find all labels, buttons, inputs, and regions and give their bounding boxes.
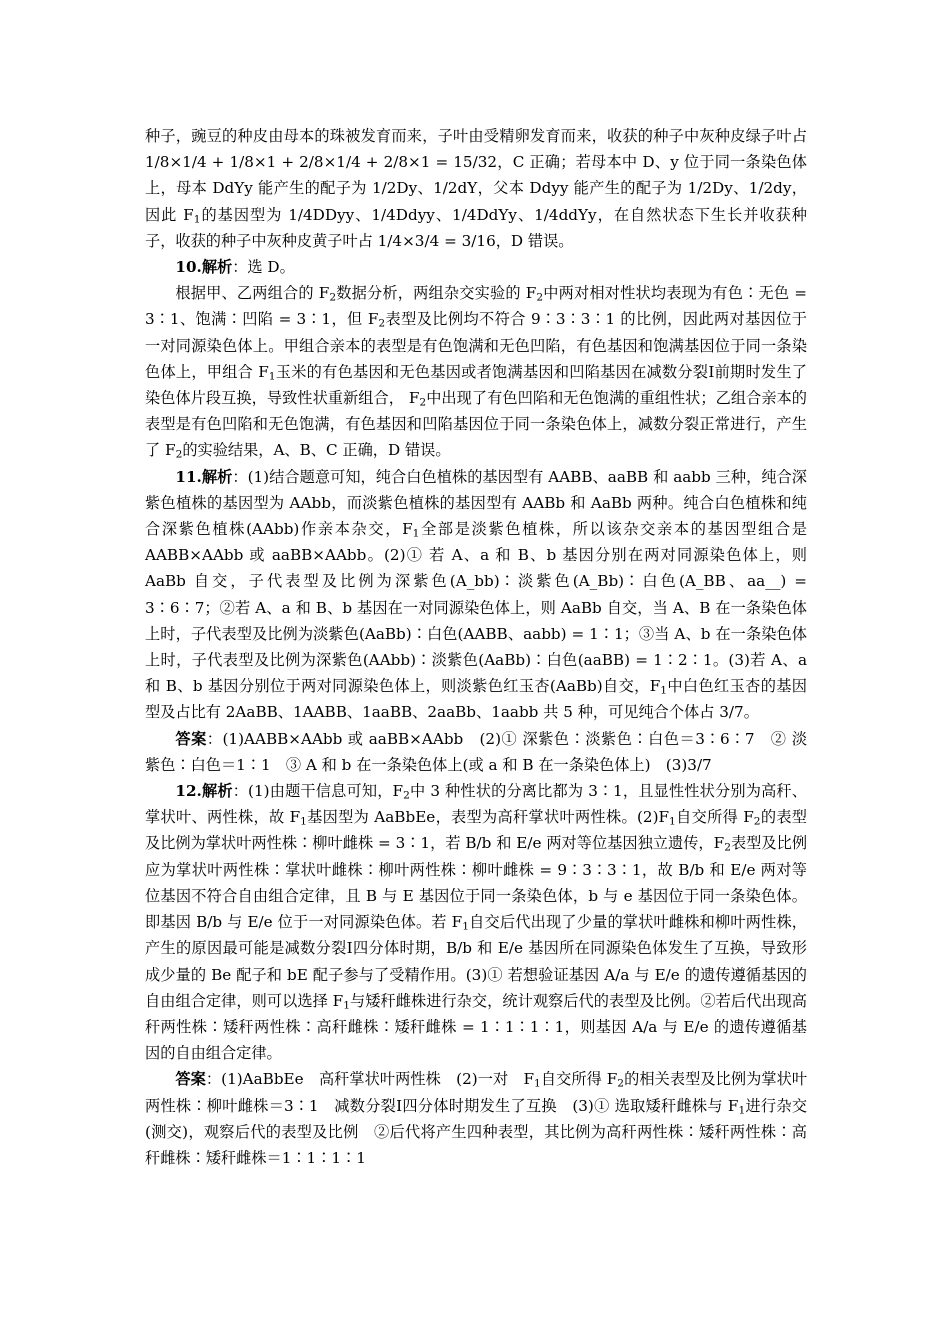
text-run: 根据甲、乙两组合的 F [175,284,330,303]
text-run: 自交所得 F [675,808,754,827]
text-run: 的相关表型及比例为掌状叶两性株∶柳叶雌株＝3∶1 减数分裂Ⅰ四分体时期发生了互换 (3)① 选取矮秆雌株与 F [145,1070,808,1115]
subscript: 2 [536,290,544,304]
subscript: 1 [660,683,668,697]
subscript: 2 [724,841,731,855]
text-run: 表型及比例均不符合 9∶3∶3∶1 的比例，因此两对基因位于一对同源染色体上。甲组合亲本的表型是有色饱满和无色凹陷，有色基因和饱满基因位于同一条染色体上，甲组合 F [145,310,807,381]
subscript: 2 [419,395,427,409]
subscript: 1 [268,369,276,383]
text-run: ：(1)由题干信息可知，F [232,782,404,801]
text-run: 自交后代出现了少量的掌状叶雌株和柳叶两性株，产生的原因最可能是减数分裂Ⅰ四分体时期，B/b 和 E/e 基因所在同源染色体发生了互换，导致形成少量的 Be 配子和 bE 配子参与了受精作用。(3)① 若想验证基因 A/a 与 E/e 的遗传遵循基因的自由组合定律，则可以选择 F [145,913,807,1010]
section-label: 答案 [175,1070,206,1089]
text-run: 中出现了有色凹陷和无色饱满的重组性状；乙组合亲本的表型是有色凹陷和无色饱满，有色基因和凹陷基因位于同一条染色体上，减数分裂正常进行，产生了 F [145,389,807,460]
section-label: 12.解析 [175,782,233,801]
paragraph-p10-body [145,280,807,463]
document-page [145,123,807,1171]
subscript: 1 [462,919,469,933]
text-run: 自交所得 F [540,1070,618,1089]
paragraph-p10-head [145,254,807,280]
text-run: 中白色红玉杏的基因型及占比有 2AaBB、1AABB、1aaBB、2aaBb、1aabb 共 5 种，可见纯合个体占 3/7。 [145,677,807,722]
subscript: 2 [403,788,410,802]
text-run: 玉米的有色基因和无色基因或者饱满基因和凹陷基因在减数分裂Ⅰ前期时发生了染色体片段互换，导致性状重新组合， F [145,362,807,408]
text-run: 种子，豌豆的种皮由母本的珠被发育而来，子叶由受精卵发育而来，收获的种子中灰种皮绿子叶占 1/8×1/4 + 1/8×1 + 2/8×1/4 + 2/8×1 = 15/32，C 正确；若母本中 D、y 位于同一条染色体上，母本 DdYy 能产生的配子为 1/2Dy、1/2dY，父本 Ddyy 能产生的配子为 1/2Dy、1/2dy，因此 F [145,127,807,224]
subscript: 1 [343,998,350,1012]
text-run: 进行杂交(测交)，观察后代的表型及比例 ②后代将产生四种表型，其比例为高秆两性株∶矮秆两性株∶高秆雌株∶矮秆雌株＝1∶1∶1∶1 [145,1096,808,1167]
section-label: 10.解析 [175,258,233,277]
text-run: 的表型及比例为掌状叶两性株∶柳叶雌株 = 3∶1，若 B/b 和 E/e 两对等位基因独立遗传，F [145,808,807,853]
subscript: 2 [175,448,183,462]
text-run: ：(1)AaBbEe 高秆掌状叶两性株 (2)一对 F [205,1070,535,1089]
text-run: ：选 D。 [232,258,295,277]
subscript: 1 [193,212,201,226]
paragraph-p12-answer [145,1066,807,1171]
text-run: 的基因型为 1/4DDyy、1/4Ddyy、1/4DdYy、1/4ddYy，在自然状态下生长并收获种子，收获的种子中灰种皮黄子叶占 1/4×3/4 = 3/16，D 错误。 [145,205,807,250]
subscript: 2 [378,317,386,331]
paragraph-p11-answer [145,726,807,778]
text-run: 中两对相对性状均表现为有色∶无色 = 3∶1、饱满∶凹陷 = 3∶1，但 F [145,284,807,329]
subscript: 1 [412,526,420,540]
subscript: 2 [753,814,761,828]
text-run: 表型及比例应为掌状叶两性株∶掌状叶雌株∶柳叶两性株∶柳叶雌株 = 9∶3∶3∶1，故 B/b 和 E/e 两对等位基因不符合自由组合定律，且 B 与 E 基因位于同一条染色体，b 与 e 基因位于同一条染色体。即基因 B/b 与 E/e 位于一对同源染色体。若 F [145,834,808,932]
subscript: 1 [669,814,676,828]
subscript: 1 [738,1103,746,1117]
subscript: 2 [329,290,337,304]
subscript: 1 [534,1076,541,1090]
text-run: 基因型为 AaBbEe，表型为高秆掌状叶两性株。(2)F [306,808,670,827]
text-run: ：(1)结合题意可知，纯合白色植株的基因型有 AABB、aaBB 和 aabb 三种，纯合深紫色植株的基因型为 AAbb，而淡紫色植株的基因型有 AABb 和 AaBb 两种。纯合白色植株和纯合深紫色植株(AAbb)作亲本杂交，F [145,467,807,539]
text-run: 中 3 种性状的分离比都为 3∶1，且显性性状分别为高秆、掌状叶、两性株，故 F [145,782,807,827]
paragraph-p12-body [145,778,807,1066]
paragraph-p11-body [145,464,807,726]
section-label: 11.解析 [175,467,233,486]
subscript: 1 [300,814,307,828]
text-run: 数据分析，两组杂交实验的 F [336,284,537,303]
paragraph-p9-tail [145,123,807,254]
text-run: 的实验结果，A、B、C 正确，D 错误。 [182,441,451,460]
text-run: 与矮秆雌株进行杂交，统计观察后代的表型及比例。②若后代出现高秆两性株∶矮秆两性株∶高秆雌株∶矮秆雌株 = 1∶1∶1∶1，则基因 A/a 与 E/e 的遗传遵循基因的自由组合定律。 [145,991,807,1063]
text-run: ：(1)AABB×AAbb 或 aaBB×AAbb (2)① 深紫色∶淡紫色∶白色＝3∶6∶7 ② 淡紫色∶白色＝1∶1 ③ A 和 b 在一条染色体上(或 a 和 B 在一条染色体上) (3)3/7 [145,729,808,774]
section-label: 答案 [175,729,207,748]
subscript: 2 [617,1076,625,1090]
text-run: 全部是淡紫色植株，所以该杂交亲本的基因型组合是 AABB×AAbb 或 aaBB×AAbb。(2)① 若 A、a 和 B、b 基因分别在两对同源染色体上，则 AaBb 自交，子代表型及比例为深紫色(A_bb)∶淡紫色(A_Bb)∶白色(A_BB、aa__) = 3∶6∶7；②若 A、a 和 B、b 基因在一对同源染色体上，则 AaBb 自交，当 A、B 在一条染色体上时，子代表型及比例为淡紫色(AaBb)∶白色(AABB、aabb) = 1∶1；③当 A、b 在一条染色体上时，子代表型及比例为深紫色(AAbb)∶淡紫色(AaBb)∶白色(aaBB) = 1∶2∶1。(3)若 A、a 和 B、b 基因分别位于两对同源染色体上，则淡紫色红玉杏(AaBb)自交，F [145,520,807,696]
